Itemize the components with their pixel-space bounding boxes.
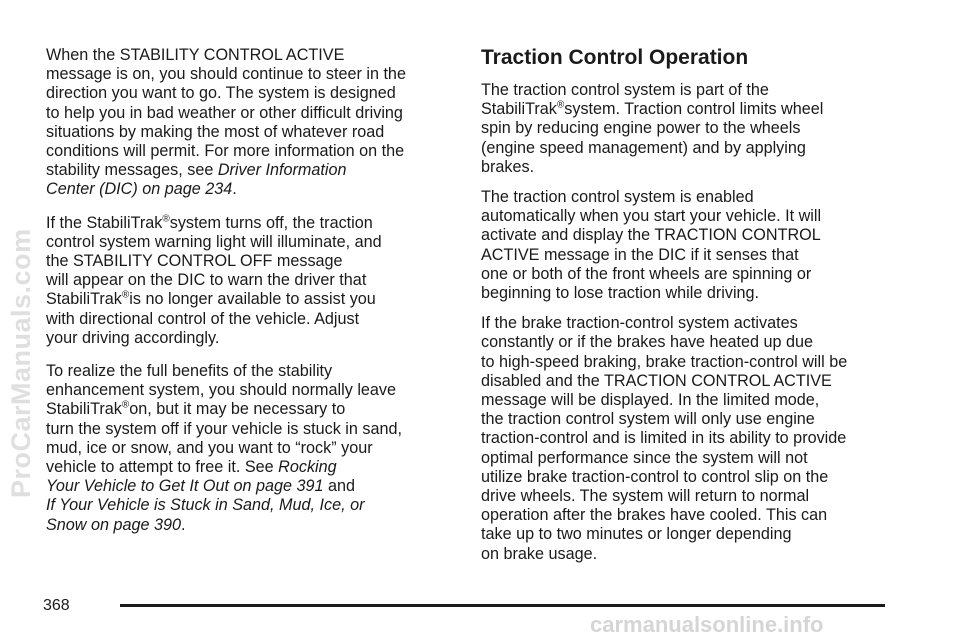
rocking-vehicle-reference: Rocking Your Vehicle to Get It Out on page 391 bbox=[46, 458, 337, 496]
traction-intro-paragraph bbox=[481, 81, 901, 177]
paragraph-text: If the StabiliTrak bbox=[46, 213, 163, 232]
paragraph-text: . bbox=[232, 180, 237, 199]
brake-traction-paragraph: If the brake traction-control system activates constantly or if the brakes have heated up due to high-speed braking, brake traction-control will be disabled and the TRACTION CONTROL ACTIVE message will be displayed. In the limited mode, the traction control system will only use engine traction-control and is limited in its ability to provide optimal performance since the system will not utilize brake traction-control to control slip on the drive wheels. The system will return to normal operation after the brakes have cooled. This can take up to two minutes or longer depending on brake usage. bbox=[481, 314, 848, 563]
paragraph-text: The traction control system is part of the StabiliTrak bbox=[481, 81, 769, 119]
paragraph-text: To realize the full benefits of the stability enhancement system, you should normally leave StabiliTrak bbox=[46, 362, 397, 419]
page-number: 368 bbox=[43, 597, 70, 614]
section-heading: Traction Control Operation bbox=[481, 46, 749, 69]
bottom-watermark: carmanualsonline.info bbox=[590, 612, 824, 637]
paragraph-text: When the STABILITY CONTROL ACTIVE message is on, you should continue to steer in the direction you want to go. The system is designed to help you in bad weather or other difficult driving situations by making the most of whatever road conditions will permit. For more information on the stability messages, see bbox=[46, 46, 406, 180]
registered-mark: ® bbox=[556, 99, 565, 111]
footer-divider bbox=[120, 604, 885, 607]
traction-enabled-paragraph: The traction control system is enabled automatically when you start your vehicle. It will activate and display the TRACTION CONTROL ACTIVE message in the DIC if it senses that one or both of the front wheels are spinning or beginning to lose traction while driving. bbox=[481, 188, 822, 303]
stuck-vehicle-reference: If Your Vehicle is Stuck in Sand, Mud, Ice, or Snow on page 390 bbox=[46, 496, 365, 534]
right-column bbox=[481, 46, 901, 575]
paragraph-text: system turns off, the traction control system warning light will illuminate, and the STABILITY CONTROL OFF message will appear on the DIC to warn the driver that StabiliTrak bbox=[46, 213, 382, 309]
registered-mark: ® bbox=[121, 400, 130, 412]
paragraph-text: on, but it may be necessary to turn the system off if your vehicle is stuck in sand, mud, ice or snow, and you want to “rock” your vehicle to attempt to free it. See bbox=[46, 400, 402, 477]
left-column bbox=[46, 46, 452, 549]
stability-active-paragraph bbox=[46, 46, 452, 200]
registered-mark: ® bbox=[121, 290, 130, 302]
registered-mark: ® bbox=[162, 213, 170, 225]
side-watermark: ProCarManuals.com bbox=[6, 228, 36, 498]
dic-page-reference: Driver Information Center (DIC) on page 234 bbox=[46, 161, 347, 199]
paragraph-text: system. Traction control limits wheel spin by reducing engine power to the wheels (engine speed management) and by applying brakes. bbox=[481, 100, 824, 176]
paragraph-text: and bbox=[327, 477, 355, 496]
stabilitrak-off-paragraph bbox=[46, 214, 452, 348]
stability-benefits-paragraph bbox=[46, 362, 452, 535]
paragraph-text: is no longer available to assist you with directional control of the vehicle. Adjust your driving accordingly. bbox=[46, 290, 376, 347]
paragraph-text: . bbox=[181, 515, 186, 534]
